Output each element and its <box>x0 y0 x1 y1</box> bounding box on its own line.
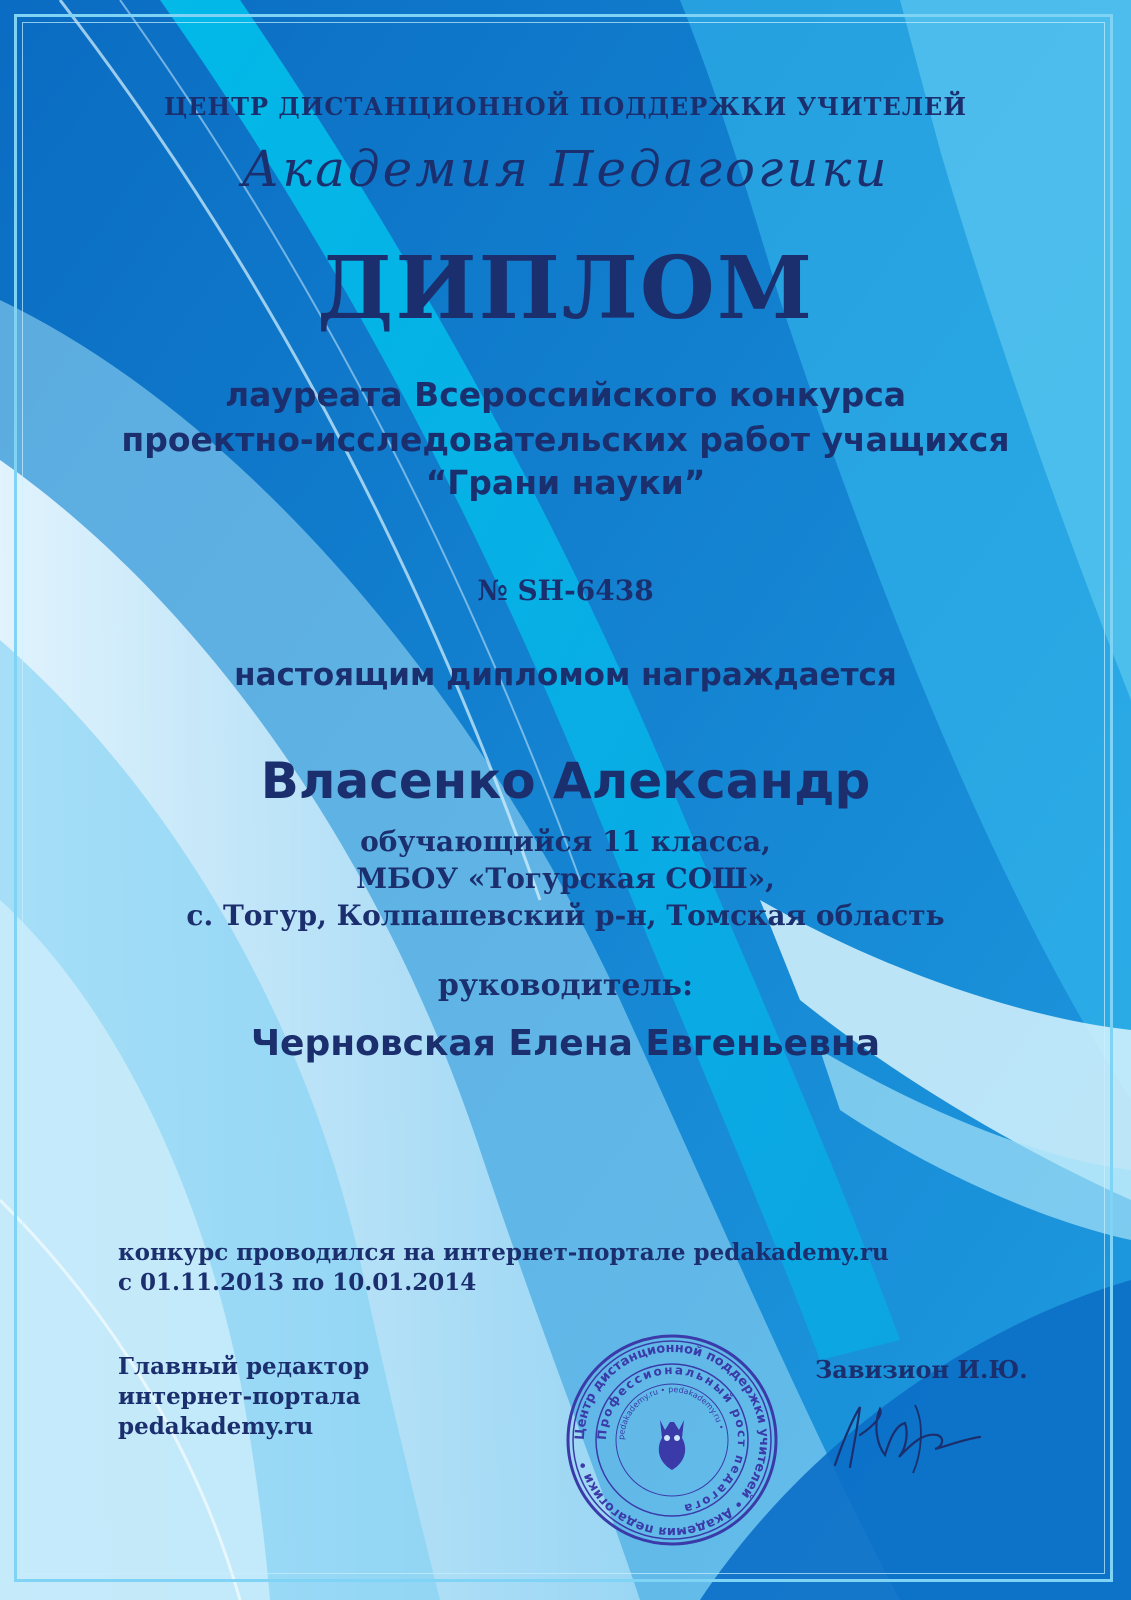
diploma-title: ДИПЛОМ <box>316 238 815 339</box>
academy-logo-text: Академия Педагогики <box>241 140 890 198</box>
contest-line-2: проектно-исследовательских работ учащихся <box>121 420 1010 459</box>
diploma-number: № SH-6438 <box>477 574 654 607</box>
recipient-location: с. Тогур, Колпашевский р-н, Томская область <box>186 899 945 932</box>
contest-line-1: лауреата Всероссийского конкурса <box>224 375 907 414</box>
seal-inner-text: Профессиональный рост педагога <box>594 1362 750 1517</box>
seal-outer-text: Центр дистанционной поддержки учителей • Академия педагогики • <box>572 1340 772 1540</box>
portal-line: конкурс проводился на интернет-портале pedakademy.ru <box>118 1239 889 1266</box>
official-seal <box>562 1330 782 1550</box>
owl-icon <box>659 1420 685 1470</box>
supervisor-label: руководитель: <box>437 968 694 1003</box>
dates-line: с 01.11.2013 по 10.01.2014 <box>118 1269 477 1296</box>
editor-line-1: Главный редактор <box>118 1353 370 1380</box>
seal-site-text: pedakademy.ru • pedakademy.ru • <box>616 1384 726 1441</box>
recipient-school: МБОУ «Тогурская СОШ», <box>356 862 775 895</box>
recipient-class: обучающийся 11 класса, <box>360 825 771 858</box>
editor-line-3: pedakademy.ru <box>118 1413 314 1440</box>
awarded-label: настоящим дипломом награждается <box>234 657 897 693</box>
signer-name: Завизион И.Ю. <box>815 1355 1028 1384</box>
contest-line-3: “Грани науки” <box>425 463 706 502</box>
signature <box>825 1395 985 1475</box>
supervisor-name: Черновская Елена Евгеньевна <box>250 1023 881 1064</box>
org-name: ЦЕНТР ДИСТАНЦИОННОЙ ПОДДЕРЖКИ УЧИТЕЛЕЙ <box>163 92 968 121</box>
editor-line-2: интернет-портала <box>118 1383 361 1410</box>
recipient-name: Власенко Александр <box>260 752 871 810</box>
